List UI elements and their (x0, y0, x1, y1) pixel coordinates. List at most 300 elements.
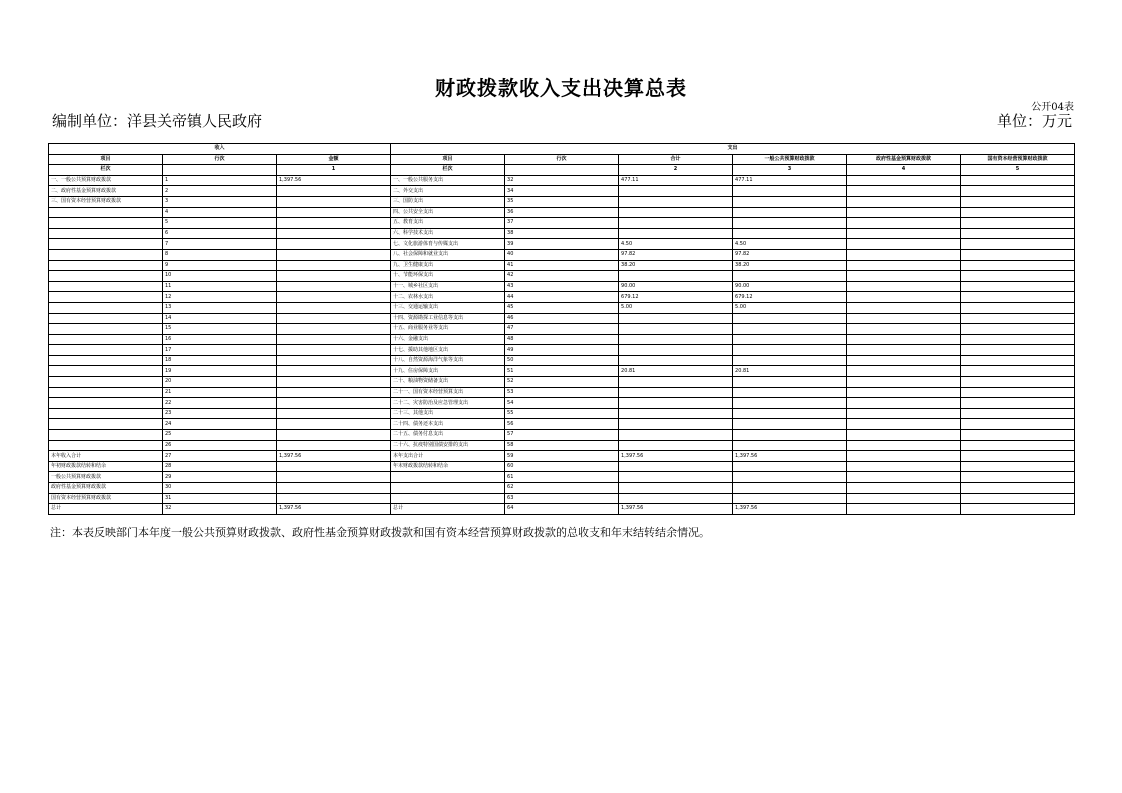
general-budget-cell (733, 408, 847, 419)
expense-item-cell: 二十一、国有资本经营预算支出 (391, 387, 505, 398)
total-cell (619, 271, 733, 282)
income-line-cell: 7 (163, 239, 277, 250)
state-capital-cell (961, 207, 1075, 218)
income-line-cell: 21 (163, 387, 277, 398)
fund-budget-cell (847, 334, 961, 345)
state-capital-cell (961, 334, 1075, 345)
general-budget-cell (733, 387, 847, 398)
total-cell: 90.00 (619, 281, 733, 292)
table-row (49, 377, 1075, 388)
table-row (49, 324, 1075, 335)
income-amount-cell (277, 483, 391, 494)
table-row (49, 228, 1075, 239)
income-item-cell (49, 281, 163, 292)
general-budget-cell (733, 324, 847, 335)
income-amount-cell (277, 239, 391, 250)
table-row (49, 186, 1075, 197)
total-cell (619, 218, 733, 229)
total-cell: 1,397.56 (619, 504, 733, 515)
state-capital-cell (961, 281, 1075, 292)
table-row (49, 313, 1075, 324)
total-cell: 5.00 (619, 302, 733, 313)
col-number-blank (163, 165, 277, 176)
expense-line-cell: 56 (505, 419, 619, 430)
general-budget-cell (733, 218, 847, 229)
income-amount-cell (277, 313, 391, 324)
income-item-cell (49, 313, 163, 324)
table-row (49, 271, 1075, 282)
income-item-cell: 年初财政拨款结转和结余 (49, 461, 163, 472)
income-item-cell (49, 218, 163, 229)
total-cell (619, 186, 733, 197)
total-cell (619, 377, 733, 388)
fund-budget-cell (847, 472, 961, 483)
total-cell (619, 483, 733, 494)
col-header-income-item: 项目 (49, 154, 163, 165)
income-amount-cell (277, 249, 391, 260)
state-capital-cell (961, 377, 1075, 388)
total-cell: 1,397.56 (619, 451, 733, 462)
expense-line-cell: 63 (505, 493, 619, 504)
fund-budget-cell (847, 249, 961, 260)
expense-item-cell: 十六、金融支出 (391, 334, 505, 345)
expense-item-cell: 六、科学技术支出 (391, 228, 505, 239)
income-amount-cell (277, 228, 391, 239)
income-amount-cell (277, 366, 391, 377)
income-amount-cell (277, 281, 391, 292)
table-row (49, 504, 1075, 515)
expense-line-cell: 35 (505, 196, 619, 207)
expense-item-cell: 十七、援助其他地区支出 (391, 345, 505, 356)
income-amount-cell: 1,397.56 (277, 504, 391, 515)
expense-item-cell (391, 493, 505, 504)
income-line-cell: 24 (163, 419, 277, 430)
table-row (49, 472, 1075, 483)
expense-item-cell: 十九、住房保障支出 (391, 366, 505, 377)
fund-budget-cell (847, 196, 961, 207)
state-capital-cell (961, 292, 1075, 303)
table-row (49, 387, 1075, 398)
fund-budget-cell (847, 239, 961, 250)
state-capital-cell (961, 260, 1075, 271)
income-line-cell: 1 (163, 175, 277, 186)
income-amount-cell (277, 186, 391, 197)
income-item-cell (49, 324, 163, 335)
col-number-blank-2 (505, 165, 619, 176)
expense-line-cell: 32 (505, 175, 619, 186)
general-budget-cell (733, 345, 847, 356)
income-item-cell (49, 292, 163, 303)
table-row (49, 355, 1075, 366)
col-header-income-line: 行次 (163, 154, 277, 165)
state-capital-cell (961, 228, 1075, 239)
fund-budget-cell (847, 483, 961, 494)
expense-item-cell: 十、节能环保支出 (391, 271, 505, 282)
table-row (49, 302, 1075, 313)
table-row (49, 440, 1075, 451)
income-amount-cell (277, 302, 391, 313)
total-cell (619, 493, 733, 504)
total-cell (619, 355, 733, 366)
total-cell (619, 387, 733, 398)
general-budget-cell: 38.20 (733, 260, 847, 271)
state-capital-cell (961, 313, 1075, 324)
general-budget-cell (733, 398, 847, 409)
expense-line-cell: 40 (505, 249, 619, 260)
income-item-cell (49, 302, 163, 313)
income-line-cell: 25 (163, 430, 277, 441)
fund-budget-cell (847, 355, 961, 366)
expense-item-cell: 十四、资源勘探工业信息等支出 (391, 313, 505, 324)
header-row-columns (49, 154, 1075, 165)
income-item-cell (49, 377, 163, 388)
total-cell: 20.81 (619, 366, 733, 377)
income-line-cell: 8 (163, 249, 277, 260)
general-budget-cell (733, 377, 847, 388)
fund-budget-cell (847, 207, 961, 218)
general-budget-cell: 1,397.56 (733, 451, 847, 462)
income-amount-cell (277, 472, 391, 483)
income-line-cell: 17 (163, 345, 277, 356)
total-cell: 38.20 (619, 260, 733, 271)
state-capital-cell (961, 249, 1075, 260)
income-line-cell: 22 (163, 398, 277, 409)
expense-item-cell: 二十三、其他支出 (391, 408, 505, 419)
income-line-cell: 32 (163, 504, 277, 515)
expense-line-cell: 51 (505, 366, 619, 377)
col-number-2: 2 (619, 165, 733, 176)
income-item-cell (49, 271, 163, 282)
expense-line-cell: 58 (505, 440, 619, 451)
expense-line-cell: 60 (505, 461, 619, 472)
state-capital-cell (961, 302, 1075, 313)
state-capital-cell (961, 218, 1075, 229)
state-capital-cell (961, 186, 1075, 197)
general-budget-cell (733, 461, 847, 472)
general-budget-cell (733, 196, 847, 207)
income-line-cell: 31 (163, 493, 277, 504)
expense-item-cell: 二十五、债务付息支出 (391, 430, 505, 441)
expense-item-cell: 二十、粮油物资储备支出 (391, 377, 505, 388)
table-row (49, 260, 1075, 271)
budget-table (48, 143, 1075, 515)
expense-line-cell: 45 (505, 302, 619, 313)
income-line-cell: 29 (163, 472, 277, 483)
total-cell (619, 398, 733, 409)
income-item-cell (49, 345, 163, 356)
table-row (49, 451, 1075, 462)
col-header-fund-budget: 政府性基金预算财政拨款 (847, 154, 961, 165)
expense-item-cell: 二十二、灾害防治及应急管理支出 (391, 398, 505, 409)
income-amount-cell (277, 355, 391, 366)
state-capital-cell (961, 419, 1075, 430)
expense-item-cell: 九、卫生健康支出 (391, 260, 505, 271)
general-budget-cell (733, 207, 847, 218)
state-capital-cell (961, 366, 1075, 377)
income-amount-cell (277, 345, 391, 356)
header-row-sections (49, 144, 1075, 155)
expense-line-cell: 36 (505, 207, 619, 218)
table-row (49, 175, 1075, 186)
expense-line-cell: 59 (505, 451, 619, 462)
state-capital-cell (961, 461, 1075, 472)
income-item-cell (49, 398, 163, 409)
income-line-cell: 15 (163, 324, 277, 335)
fund-budget-cell (847, 493, 961, 504)
state-capital-cell (961, 196, 1075, 207)
footnote: 注：本表反映部门本年度一般公共预算财政拨款、政府性基金预算财政拨款和国有资本经营预算财政拨款的总收支和年末结转结余情况。 (50, 526, 710, 539)
expense-item-cell: 年末财政拨款结转和结余 (391, 461, 505, 472)
col-header-expense-line: 行次 (505, 154, 619, 165)
income-item-cell: 本年收入合计 (49, 451, 163, 462)
income-amount-cell (277, 408, 391, 419)
income-line-cell: 20 (163, 377, 277, 388)
expense-line-cell: 46 (505, 313, 619, 324)
general-budget-cell (733, 493, 847, 504)
expense-item-cell: 四、公共安全支出 (391, 207, 505, 218)
income-line-cell: 13 (163, 302, 277, 313)
expense-item-cell: 十三、交通运输支出 (391, 302, 505, 313)
total-cell (619, 440, 733, 451)
income-amount-cell (277, 196, 391, 207)
fund-budget-cell (847, 260, 961, 271)
total-cell (619, 228, 733, 239)
income-item-cell (49, 366, 163, 377)
fund-budget-cell (847, 430, 961, 441)
income-amount-cell (277, 324, 391, 335)
form-number: 公开04表 (1031, 102, 1074, 113)
expense-line-cell: 34 (505, 186, 619, 197)
table-row (49, 419, 1075, 430)
income-line-cell: 5 (163, 218, 277, 229)
general-budget-cell (733, 186, 847, 197)
expense-item-cell: 八、社会保障和就业支出 (391, 249, 505, 260)
fund-budget-cell (847, 175, 961, 186)
total-cell (619, 196, 733, 207)
general-budget-cell (733, 313, 847, 324)
col-header-income-amount: 金额 (277, 154, 391, 165)
income-line-cell: 18 (163, 355, 277, 366)
total-cell: 679.12 (619, 292, 733, 303)
state-capital-cell (961, 483, 1075, 494)
income-amount-cell (277, 398, 391, 409)
organization-label: 编制单位：洋县关帝镇人民政府 (52, 112, 263, 130)
state-capital-cell (961, 355, 1075, 366)
fund-budget-cell (847, 398, 961, 409)
income-line-cell: 12 (163, 292, 277, 303)
state-capital-cell (961, 472, 1075, 483)
expense-item-cell: 十一、城乡社区支出 (391, 281, 505, 292)
col-header-expense-item: 项目 (391, 154, 505, 165)
expense-item-cell: 总计 (391, 504, 505, 515)
expense-item-cell: 七、文化旅游体育与传媒支出 (391, 239, 505, 250)
expense-line-cell: 42 (505, 271, 619, 282)
general-budget-cell (733, 355, 847, 366)
income-item-cell: 政府性基金预算财政拨款 (49, 483, 163, 494)
general-budget-cell: 477.11 (733, 175, 847, 186)
income-item-cell: 总计 (49, 504, 163, 515)
income-item-cell: 一、一般公共预算财政拨款 (49, 175, 163, 186)
general-budget-cell: 4.50 (733, 239, 847, 250)
fund-budget-cell (847, 366, 961, 377)
state-capital-cell (961, 440, 1075, 451)
state-capital-cell (961, 493, 1075, 504)
table-row (49, 196, 1075, 207)
total-cell (619, 408, 733, 419)
total-cell (619, 472, 733, 483)
total-cell (619, 313, 733, 324)
expense-item-cell: 本年支出合计 (391, 451, 505, 462)
total-cell: 97.82 (619, 249, 733, 260)
table-row (49, 218, 1075, 229)
income-line-cell: 10 (163, 271, 277, 282)
expense-item-cell: 二十六、抗疫特别国债安排的支出 (391, 440, 505, 451)
col-number-1: 1 (277, 165, 391, 176)
income-item-cell: 二、政府性基金预算财政拨款 (49, 186, 163, 197)
income-item-cell (49, 239, 163, 250)
income-amount-cell (277, 334, 391, 345)
expense-item-cell: 三、国防支出 (391, 196, 505, 207)
expense-line-cell: 38 (505, 228, 619, 239)
table-row (49, 239, 1075, 250)
income-item-cell: 三、国有资本经营预算财政拨款 (49, 196, 163, 207)
fund-budget-cell (847, 302, 961, 313)
fund-budget-cell (847, 313, 961, 324)
fund-budget-cell (847, 408, 961, 419)
state-capital-cell (961, 451, 1075, 462)
income-item-cell (49, 228, 163, 239)
expense-item-cell: 十二、农林水支出 (391, 292, 505, 303)
income-line-cell: 30 (163, 483, 277, 494)
income-line-cell: 2 (163, 186, 277, 197)
total-cell (619, 324, 733, 335)
income-line-cell: 6 (163, 228, 277, 239)
expense-item-cell: 二、外交支出 (391, 186, 505, 197)
col-header-general-budget: 一般公共预算财政拨款 (733, 154, 847, 165)
income-line-cell: 4 (163, 207, 277, 218)
general-budget-cell (733, 440, 847, 451)
income-item-cell (49, 430, 163, 441)
total-cell: 4.50 (619, 239, 733, 250)
income-amount-cell (277, 218, 391, 229)
fund-budget-cell (847, 451, 961, 462)
expense-line-cell: 62 (505, 483, 619, 494)
income-line-cell: 27 (163, 451, 277, 462)
general-budget-cell: 1,397.56 (733, 504, 847, 515)
general-budget-cell: 90.00 (733, 281, 847, 292)
income-amount-cell (277, 387, 391, 398)
income-item-cell (49, 260, 163, 271)
state-capital-cell (961, 387, 1075, 398)
income-line-cell: 3 (163, 196, 277, 207)
fund-budget-cell (847, 504, 961, 515)
income-item-cell (49, 440, 163, 451)
fund-budget-cell (847, 419, 961, 430)
income-line-cell: 9 (163, 260, 277, 271)
income-line-cell: 16 (163, 334, 277, 345)
table-row (49, 366, 1075, 377)
state-capital-cell (961, 398, 1075, 409)
income-line-cell: 23 (163, 408, 277, 419)
state-capital-cell (961, 345, 1075, 356)
income-amount-cell (277, 377, 391, 388)
expense-section-header: 支出 (391, 144, 1075, 155)
income-amount-cell (277, 493, 391, 504)
fund-budget-cell (847, 387, 961, 398)
table-row (49, 398, 1075, 409)
total-cell (619, 461, 733, 472)
expense-line-cell: 55 (505, 408, 619, 419)
expense-item-cell: 五、教育支出 (391, 218, 505, 229)
total-cell (619, 419, 733, 430)
income-item-cell (49, 387, 163, 398)
table-row (49, 207, 1075, 218)
total-cell (619, 430, 733, 441)
total-cell (619, 345, 733, 356)
expense-item-cell: 十八、自然资源海洋气象等支出 (391, 355, 505, 366)
state-capital-cell (961, 430, 1075, 441)
income-amount-cell (277, 292, 391, 303)
general-budget-cell (733, 228, 847, 239)
state-capital-cell (961, 408, 1075, 419)
col-number-5: 5 (961, 165, 1075, 176)
income-amount-cell: 1,397.56 (277, 451, 391, 462)
income-item-cell: 一般公共预算财政拨款 (49, 472, 163, 483)
expense-line-cell: 61 (505, 472, 619, 483)
expense-line-cell: 53 (505, 387, 619, 398)
income-line-cell: 19 (163, 366, 277, 377)
income-line-cell: 28 (163, 461, 277, 472)
income-item-cell: 国有资本经营预算财政拨款 (49, 493, 163, 504)
fund-budget-cell (847, 377, 961, 388)
col-number-3: 3 (733, 165, 847, 176)
col-header-total: 合计 (619, 154, 733, 165)
col-header-state-capital: 国有资本经营预算财政拨款 (961, 154, 1075, 165)
fund-budget-cell (847, 461, 961, 472)
expense-line-cell: 64 (505, 504, 619, 515)
table-row (49, 281, 1075, 292)
income-amount-cell: 1,397.56 (277, 175, 391, 186)
state-capital-cell (961, 324, 1075, 335)
expense-item-cell (391, 483, 505, 494)
fund-budget-cell (847, 271, 961, 282)
expense-line-cell: 49 (505, 345, 619, 356)
general-budget-cell (733, 419, 847, 430)
table-row (49, 334, 1075, 345)
income-amount-cell (277, 419, 391, 430)
income-item-cell (49, 207, 163, 218)
table-row (49, 292, 1075, 303)
report-title: 财政拨款收入支出决算总表 (435, 76, 687, 100)
expense-item-cell: 一、一般公共服务支出 (391, 175, 505, 186)
income-amount-cell (277, 207, 391, 218)
table-row (49, 483, 1075, 494)
state-capital-cell (961, 271, 1075, 282)
expense-line-cell: 57 (505, 430, 619, 441)
fund-budget-cell (847, 218, 961, 229)
expense-line-cell: 48 (505, 334, 619, 345)
income-section-header: 收入 (49, 144, 391, 155)
total-cell: 477.11 (619, 175, 733, 186)
income-line-cell: 26 (163, 440, 277, 451)
expense-line-cell: 44 (505, 292, 619, 303)
total-cell (619, 207, 733, 218)
expense-line-cell: 50 (505, 355, 619, 366)
state-capital-cell (961, 239, 1075, 250)
col-label-income: 栏次 (49, 165, 163, 176)
expense-line-cell: 41 (505, 260, 619, 271)
col-number-4: 4 (847, 165, 961, 176)
